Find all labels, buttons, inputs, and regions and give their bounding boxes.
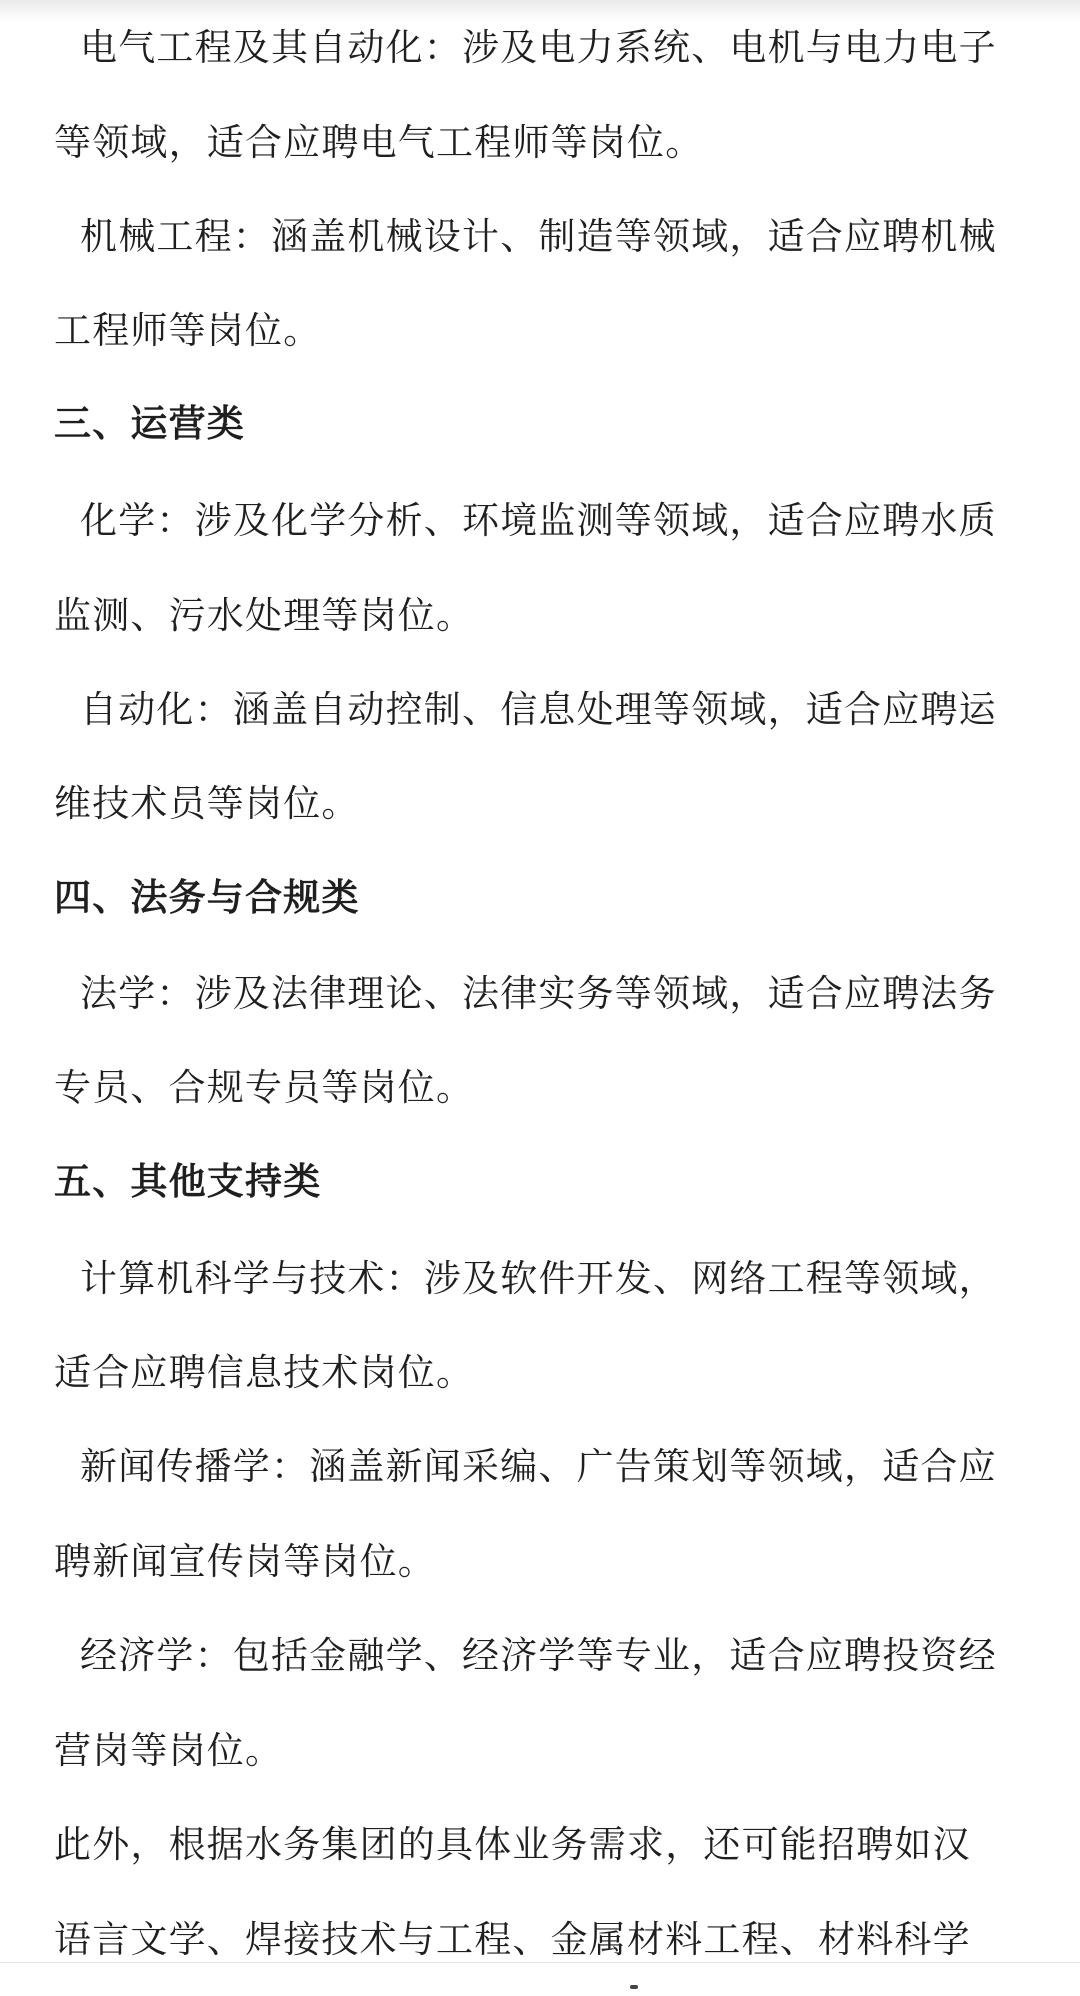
paragraph-line: 经济学：包括金融学、经济学等专业，适合应聘投资经 xyxy=(80,1634,997,1677)
paragraph-line: 计算机科学与技术：涉及软件开发、网络工程等领域， xyxy=(80,1257,997,1300)
section-heading-operations: 三、运营类 xyxy=(54,402,245,445)
paragraph-line: 新闻传播学：涵盖新闻采编、广告策划等领域，适合应 xyxy=(80,1445,997,1488)
paragraph-line: 电气工程及其自动化：涉及电力系统、电机与电力电子 xyxy=(80,26,997,69)
paragraph-line: 专员、合规专员等岗位。 xyxy=(54,1066,475,1109)
paragraph-line: 等领域，适合应聘电气工程师等岗位。 xyxy=(54,121,704,164)
bottom-indicator-icon xyxy=(630,1985,638,1989)
paragraph-line: 语言文学、焊接技术与工程、金属材料工程、材料科学 xyxy=(54,1918,971,1961)
section-heading-legal: 四、法务与合规类 xyxy=(54,876,360,919)
section-heading-support: 五、其他支持类 xyxy=(54,1160,322,1203)
paragraph-line: 营岗等岗位。 xyxy=(54,1729,284,1772)
paragraph-line: 此外，根据水务集团的具体业务需求，还可能招聘如汉 xyxy=(54,1823,971,1866)
paragraph-line: 机械工程：涵盖机械设计、制造等领域，适合应聘机械 xyxy=(80,215,997,258)
paragraph-line: 维技术员等岗位。 xyxy=(54,782,360,825)
paragraph-line: 监测、污水处理等岗位。 xyxy=(54,594,475,637)
paragraph-line: 自动化：涵盖自动控制、信息处理等领域，适合应聘运 xyxy=(80,688,997,731)
paragraph-line: 化学：涉及化学分析、环境监测等领域，适合应聘水质 xyxy=(80,499,997,542)
paragraph-line: 聘新闻宣传岗等岗位。 xyxy=(54,1540,436,1583)
top-edge-shadow xyxy=(0,0,1080,22)
paragraph-line: 工程师等岗位。 xyxy=(54,309,322,352)
paragraph-line: 法学：涉及法律理论、法律实务等领域，适合应聘法务 xyxy=(80,972,997,1015)
paragraph-line: 适合应聘信息技术岗位。 xyxy=(54,1351,475,1394)
bottom-bar xyxy=(0,1962,1080,1996)
